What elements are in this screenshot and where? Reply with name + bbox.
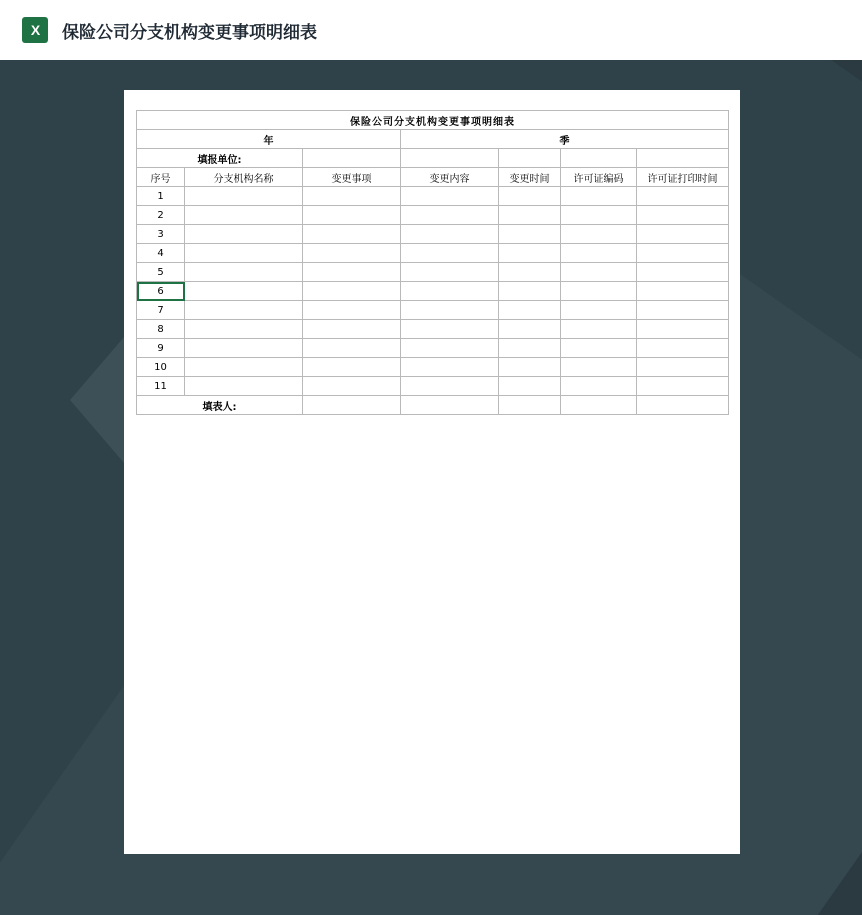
cell-content-10[interactable] — [401, 358, 499, 377]
cell-print-time-8[interactable] — [637, 320, 729, 339]
table-row — [137, 263, 729, 282]
footer-blank-2[interactable] — [401, 396, 499, 415]
cell-content-1[interactable] — [401, 187, 499, 206]
column-header-branch-name: 分支机构名称 — [185, 168, 303, 187]
quarter-label[interactable]: 季 — [401, 130, 729, 149]
cell-seq-1[interactable]: 1 — [137, 187, 185, 206]
cell-code-8[interactable] — [561, 320, 637, 339]
cell-name-7[interactable] — [185, 301, 303, 320]
table-unit-row — [137, 149, 729, 168]
cell-code-7[interactable] — [561, 301, 637, 320]
cell-content-8[interactable] — [401, 320, 499, 339]
unit-blank-1[interactable] — [303, 149, 401, 168]
cell-name-3[interactable] — [185, 225, 303, 244]
cell-time-8[interactable] — [499, 320, 561, 339]
cell-item-1[interactable] — [303, 187, 401, 206]
cell-content-7[interactable] — [401, 301, 499, 320]
cell-print-time-10[interactable] — [637, 358, 729, 377]
cell-name-10[interactable] — [185, 358, 303, 377]
cell-content-5[interactable] — [401, 263, 499, 282]
cell-item-11[interactable] — [303, 377, 401, 396]
footer-blank-3[interactable] — [499, 396, 561, 415]
cell-seq-8[interactable]: 8 — [137, 320, 185, 339]
cell-name-2[interactable] — [185, 206, 303, 225]
cell-content-3[interactable] — [401, 225, 499, 244]
cell-seq-5[interactable]: 5 — [137, 263, 185, 282]
cell-seq-9[interactable]: 9 — [137, 339, 185, 358]
cell-time-10[interactable] — [499, 358, 561, 377]
cell-seq-4[interactable]: 4 — [137, 244, 185, 263]
cell-code-11[interactable] — [561, 377, 637, 396]
cell-content-2[interactable] — [401, 206, 499, 225]
unit-blank-2[interactable] — [401, 149, 499, 168]
cell-name-6[interactable] — [185, 282, 303, 301]
unit-label[interactable]: 填报单位: — [137, 149, 303, 168]
cell-code-6[interactable] — [561, 282, 637, 301]
cell-name-5[interactable] — [185, 263, 303, 282]
table-row — [137, 339, 729, 358]
column-header-license-print-time: 许可证打印时间 — [637, 168, 729, 187]
table-row — [137, 320, 729, 339]
table-period-row — [137, 130, 729, 149]
cell-code-9[interactable] — [561, 339, 637, 358]
cell-seq-7[interactable]: 7 — [137, 301, 185, 320]
sheet-title: 保险公司分支机构变更事项明细表 — [137, 111, 729, 130]
table-row — [137, 187, 729, 206]
cell-code-3[interactable] — [561, 225, 637, 244]
cell-code-1[interactable] — [561, 187, 637, 206]
cell-name-11[interactable] — [185, 377, 303, 396]
footer-blank-5[interactable] — [637, 396, 729, 415]
cell-seq-11[interactable]: 11 — [137, 377, 185, 396]
cell-time-4[interactable] — [499, 244, 561, 263]
cell-item-6[interactable] — [303, 282, 401, 301]
cell-item-8[interactable] — [303, 320, 401, 339]
cell-item-9[interactable] — [303, 339, 401, 358]
cell-print-time-2[interactable] — [637, 206, 729, 225]
cell-time-5[interactable] — [499, 263, 561, 282]
cell-time-3[interactable] — [499, 225, 561, 244]
cell-content-6[interactable] — [401, 282, 499, 301]
column-header-seq: 序号 — [137, 168, 185, 187]
cell-item-3[interactable] — [303, 225, 401, 244]
table-title-row — [137, 111, 729, 130]
cell-item-7[interactable] — [303, 301, 401, 320]
table-row — [137, 377, 729, 396]
table-footer-row — [137, 396, 729, 415]
cell-print-time-9[interactable] — [637, 339, 729, 358]
unit-blank-4[interactable] — [561, 149, 637, 168]
cell-name-9[interactable] — [185, 339, 303, 358]
cell-name-8[interactable] — [185, 320, 303, 339]
cell-code-10[interactable] — [561, 358, 637, 377]
cell-content-9[interactable] — [401, 339, 499, 358]
topbar — [0, 0, 862, 60]
background-triangle — [70, 330, 130, 470]
cell-name-4[interactable] — [185, 244, 303, 263]
cell-print-time-11[interactable] — [637, 377, 729, 396]
table-row — [137, 244, 729, 263]
unit-blank-3[interactable] — [499, 149, 561, 168]
table-row — [137, 206, 729, 225]
footer-blank-1[interactable] — [303, 396, 401, 415]
year-label[interactable]: 年 — [137, 130, 401, 149]
cell-item-10[interactable] — [303, 358, 401, 377]
table-header-row — [137, 168, 729, 187]
column-header-change-item: 变更事项 — [303, 168, 401, 187]
cell-seq-2[interactable]: 2 — [137, 206, 185, 225]
footer-label[interactable]: 填表人: — [137, 396, 303, 415]
footer-blank-4[interactable] — [561, 396, 637, 415]
page-title: 保险公司分支机构变更事项明细表 — [62, 22, 317, 43]
cell-item-5[interactable] — [303, 263, 401, 282]
table-row — [137, 358, 729, 377]
cell-print-time-1[interactable] — [637, 187, 729, 206]
cell-time-2[interactable] — [499, 206, 561, 225]
cell-item-2[interactable] — [303, 206, 401, 225]
cell-time-6[interactable] — [499, 282, 561, 301]
cell-print-time-4[interactable] — [637, 244, 729, 263]
table-row — [137, 282, 729, 301]
column-header-license-code: 许可证编码 — [561, 168, 637, 187]
cell-print-time-3[interactable] — [637, 225, 729, 244]
cell-print-time-7[interactable] — [637, 301, 729, 320]
cell-content-4[interactable] — [401, 244, 499, 263]
table-row — [137, 301, 729, 320]
cell-time-11[interactable] — [499, 377, 561, 396]
cell-code-4[interactable] — [561, 244, 637, 263]
cell-item-4[interactable] — [303, 244, 401, 263]
document-page — [124, 90, 740, 854]
excel-icon: X — [22, 17, 48, 43]
cell-code-2[interactable] — [561, 206, 637, 225]
cell-time-7[interactable] — [499, 301, 561, 320]
spreadsheet — [136, 110, 728, 415]
cell-time-9[interactable] — [499, 339, 561, 358]
cell-time-1[interactable] — [499, 187, 561, 206]
cell-seq-6[interactable]: 6 — [137, 282, 185, 301]
cell-code-5[interactable] — [561, 263, 637, 282]
column-header-change-content: 变更内容 — [401, 168, 499, 187]
column-header-change-time: 变更时间 — [499, 168, 561, 187]
cell-content-11[interactable] — [401, 377, 499, 396]
cell-seq-3[interactable]: 3 — [137, 225, 185, 244]
cell-name-1[interactable] — [185, 187, 303, 206]
cell-print-time-6[interactable] — [637, 282, 729, 301]
unit-blank-5[interactable] — [637, 149, 729, 168]
table-row — [137, 225, 729, 244]
worksheet-table — [136, 110, 729, 415]
cell-seq-10[interactable]: 10 — [137, 358, 185, 377]
cell-print-time-5[interactable] — [637, 263, 729, 282]
